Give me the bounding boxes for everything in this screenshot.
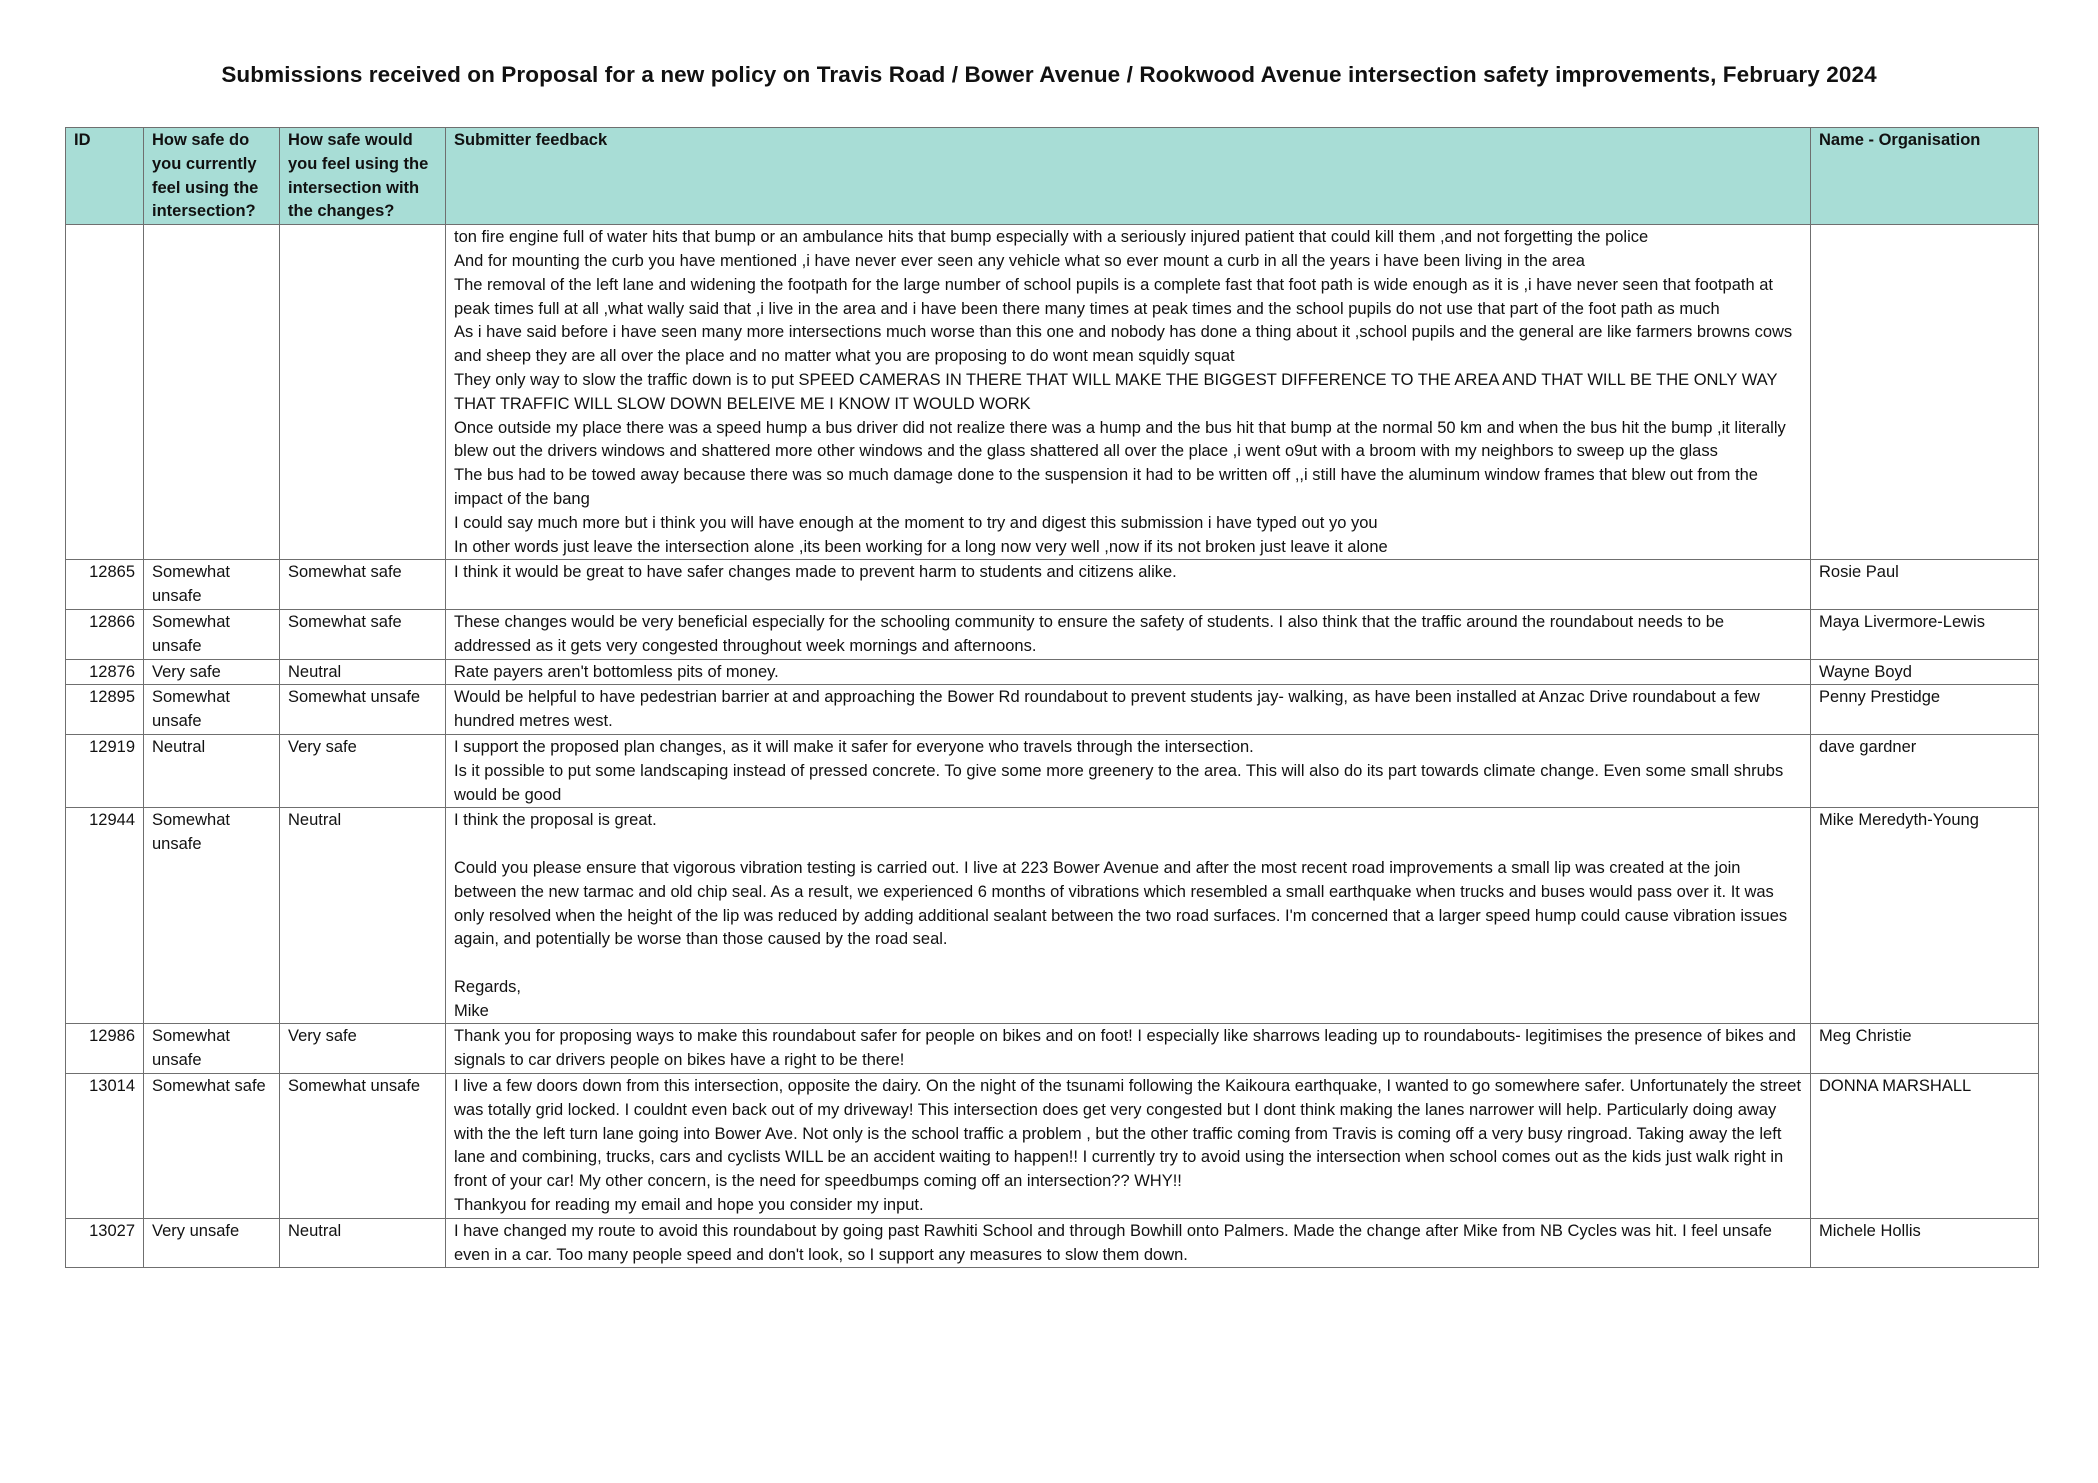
cell-submitter-feedback — [446, 1218, 1811, 1268]
cell-current-safety: Very safe — [144, 659, 280, 685]
submissions-table — [65, 127, 2039, 1268]
table-row — [66, 1218, 2039, 1268]
header-changes-safety: How safe would you feel using the intersection with the changes? — [280, 128, 446, 225]
cell-changes-safety: Somewhat unsafe — [280, 1074, 446, 1219]
feedback-paragraph: ton fire engine full of water hits that bump or an ambulance hits that bump especially with a seriously injured patient that could kill them ,and not forgetting the police — [454, 228, 1649, 247]
cell-current-safety: Somewhat unsafe — [144, 560, 280, 610]
table-row — [66, 685, 2039, 735]
cell-current-safety: Somewhat unsafe — [144, 609, 280, 659]
cell-changes-safety: Somewhat safe — [280, 560, 446, 610]
cell-id: 12919 — [66, 734, 144, 807]
feedback-paragraph: And for mounting the curb you have mentioned ,i have never ever seen any vehicle what so ever mount a curb in all the years i have been living in the area — [454, 251, 1585, 270]
cell-name-organisation: dave gardner — [1811, 734, 2039, 807]
table-row — [66, 734, 2039, 807]
cell-changes-safety: Somewhat unsafe — [280, 685, 446, 735]
feedback-paragraph: I think the proposal is great. — [454, 811, 657, 830]
cell-submitter-feedback — [446, 685, 1811, 735]
feedback-paragraph: The bus had to be towed away because there was so much damage done to the suspension it had to be written off ,,i still have the aluminum window frames that blew out from the impact of the bang — [454, 466, 1758, 508]
feedback-paragraph: I live a few doors down from this intersection, opposite the dairy. On the night of the tsunami following the Kaikoura earthquake, I wanted to go somewhere safer. Unfortunately the street was totally grid locked. I couldnt even back out of my driveway! This intersection does get very congested but I dont think making the lanes narrower will help. Particularly doing away with the the left turn lane going into Bower Ave. Not only is the school traffic a problem , but the other traffic coming from Travis is coming off a very busy ringroad. Taking away the left lane and combining, trucks, cars and cyclists WILL be an accident waiting to happen!! I currently try to avoid using the intersection when school comes out as the kids just walk right in front of your car! My other concern, is the need for speedbumps coming off an intersection?? WHY!! — [454, 1077, 1802, 1191]
cell-submitter-feedback — [446, 1074, 1811, 1219]
feedback-blank-line — [454, 952, 1802, 976]
cell-current-safety: Somewhat unsafe — [144, 685, 280, 735]
cell-name-organisation: Michele Hollis — [1811, 1218, 2039, 1268]
feedback-paragraph: Regards, — [454, 977, 521, 996]
cell-submitter-feedback — [446, 609, 1811, 659]
cell-id: 13027 — [66, 1218, 144, 1268]
feedback-paragraph: As i have said before i have seen many more intersections much worse than this one and nobody has done a thing about it ,school pupils and the general are like farmers browns cows and sheep they are all over the place and no matter what you are proposing to do wont mean squidly squat — [454, 323, 1793, 366]
cell-submitter-feedback — [446, 1024, 1811, 1074]
feedback-paragraph: Could you please ensure that vigorous vibration testing is carried out. I live at 223 Bower Avenue and after the most recent road improvements a small lip was created at the join between the new tarmac and old chip seal. As a result, we experienced 6 months of vibrations which resembled a small earthquake when trucks and buses would pass over it. It was only resolved when the height of the lip was reduced by adding additional sealant between the two road surfaces. I'm concerned that a larger speed hump could cause vibration issues again, and potentially be worse than those caused by the road seal. — [454, 858, 1788, 949]
feedback-paragraph: In other words just leave the intersection alone ,its been working for a long now very well ,now if its not broken just leave it alone — [454, 537, 1388, 556]
cell-changes-safety: Very safe — [280, 1024, 446, 1074]
cell-submitter-feedback — [446, 734, 1811, 807]
table-row — [66, 225, 2039, 560]
cell-id: 12944 — [66, 808, 144, 1024]
table-row — [66, 659, 2039, 685]
cell-changes-safety — [280, 225, 446, 560]
feedback-paragraph: Once outside my place there was a speed hump a bus driver did not realize there was a hump and the bus hit that bump at the normal 50 km and when the bus hit the bump ,it literally blew out the drivers windows and shattered more other windows and the glass shattered all over the place ,i went o9ut with a broom with my neighbors to sweep up the glass — [454, 418, 1786, 461]
cell-name-organisation: DONNA MARSHALL — [1811, 1074, 2039, 1219]
feedback-paragraph: Rate payers aren't bottomless pits of money. — [454, 662, 779, 681]
feedback-paragraph: These changes would be very beneficial especially for the schooling community to ensure the safety of students. I also think that the traffic around the roundabout needs to be addressed as it gets very congested throughout week mornings and afternoons. — [454, 612, 1725, 655]
cell-id: 12866 — [66, 609, 144, 659]
cell-name-organisation: Meg Christie — [1811, 1024, 2039, 1074]
cell-changes-safety: Very safe — [280, 734, 446, 807]
cell-changes-safety: Neutral — [280, 1218, 446, 1268]
cell-changes-safety: Neutral — [280, 659, 446, 685]
cell-current-safety: Somewhat safe — [144, 1074, 280, 1219]
cell-id: 13014 — [66, 1074, 144, 1219]
cell-name-organisation: Penny Prestidge — [1811, 685, 2039, 735]
header-current-safety: How safe do you currently feel using the intersection? — [144, 128, 280, 225]
cell-submitter-feedback — [446, 560, 1811, 610]
header-submitter-feedback: Submitter feedback — [446, 128, 1811, 225]
cell-current-safety — [144, 225, 280, 560]
cell-name-organisation: Wayne Boyd — [1811, 659, 2039, 685]
cell-name-organisation — [1811, 225, 2039, 560]
table-row — [66, 1024, 2039, 1074]
cell-submitter-feedback — [446, 225, 1811, 560]
feedback-paragraph: They only way to slow the traffic down is to put SPEED CAMERAS IN THERE THAT WILL MAKE THE BIGGEST DIFFERENCE TO THE AREA AND THAT WILL BE THE ONLY WAY THAT TRAFFIC WILL SLOW DOWN BELEIVE ME I KNOW IT WOULD WORK — [454, 370, 1778, 413]
feedback-paragraph: Mike — [454, 1001, 489, 1020]
table-row — [66, 1074, 2039, 1219]
cell-current-safety: Very unsafe — [144, 1218, 280, 1268]
cell-id — [66, 225, 144, 560]
feedback-paragraph: The removal of the left lane and widening the footpath for the large number of school pupils is a complete fast that foot path is wide enough as it is ,i have never seen that footpath at peak times full at all ,what wally said that ,i live in the area and i have been there many times at peak times and the school pupils do not use that part of the foot path as much — [454, 275, 1773, 318]
table-header-row — [66, 128, 2039, 225]
feedback-paragraph: I think it would be great to have safer changes made to prevent harm to students and citizens alike. — [454, 563, 1177, 582]
header-id: ID — [66, 128, 144, 225]
feedback-paragraph: I could say much more but i think you will have enough at the moment to try and digest this submission i have typed out yo you — [454, 513, 1378, 532]
table-row — [66, 808, 2039, 1024]
cell-id: 12895 — [66, 685, 144, 735]
feedback-paragraph: I support the proposed plan changes, as it will make it safer for everyone who travels through the intersection. — [454, 737, 1254, 756]
feedback-paragraph: Thank you for proposing ways to make this roundabout safer for people on bikes and on foot! I especially like sharrows leading up to roundabouts- legitimises the presence of bikes and signals to car drivers people on bikes have a right to be there! — [454, 1027, 1796, 1070]
cell-current-safety: Somewhat unsafe — [144, 1024, 280, 1074]
cell-submitter-feedback — [446, 659, 1811, 685]
cell-submitter-feedback — [446, 808, 1811, 1024]
table-row — [66, 560, 2039, 610]
cell-id: 12986 — [66, 1024, 144, 1074]
cell-name-organisation: Rosie Paul — [1811, 560, 2039, 610]
feedback-blank-line — [454, 833, 1802, 857]
cell-changes-safety: Neutral — [280, 808, 446, 1024]
cell-id: 12865 — [66, 560, 144, 610]
cell-current-safety: Somewhat unsafe — [144, 808, 280, 1024]
cell-changes-safety: Somewhat safe — [280, 609, 446, 659]
cell-name-organisation: Mike Meredyth-Young — [1811, 808, 2039, 1024]
cell-current-safety: Neutral — [144, 734, 280, 807]
feedback-paragraph: Is it possible to put some landscaping instead of pressed concrete. To give some more greenery to the area. This will also do its part towards climate change. Even some small shrubs would be good — [454, 761, 1784, 804]
feedback-paragraph: Would be helpful to have pedestrian barrier at and approaching the Bower Rd roundabout to prevent students jay- walking, as have been installed at Anzac Drive roundabout a few hundred metres west. — [454, 688, 1760, 731]
table-row — [66, 609, 2039, 659]
page-title: Submissions received on Proposal for a new policy on Travis Road / Bower Avenue / Rookwood Avenue intersection safety improvements, February 2024 — [221, 62, 1877, 87]
cell-id: 12876 — [66, 659, 144, 685]
cell-name-organisation: Maya Livermore-Lewis — [1811, 609, 2039, 659]
table-body — [66, 225, 2039, 1268]
header-name-organisation: Name - Organisation — [1811, 128, 2039, 225]
feedback-paragraph: Thankyou for reading my email and hope you consider my input. — [454, 1196, 924, 1215]
feedback-paragraph: I have changed my route to avoid this roundabout by going past Rawhiti School and through Bowhill onto Palmers. Made the change after Mike from NB Cycles was hit. I feel unsafe even in a car. Too many people speed and don't look, so I support any measures to slow them down. — [454, 1221, 1772, 1264]
